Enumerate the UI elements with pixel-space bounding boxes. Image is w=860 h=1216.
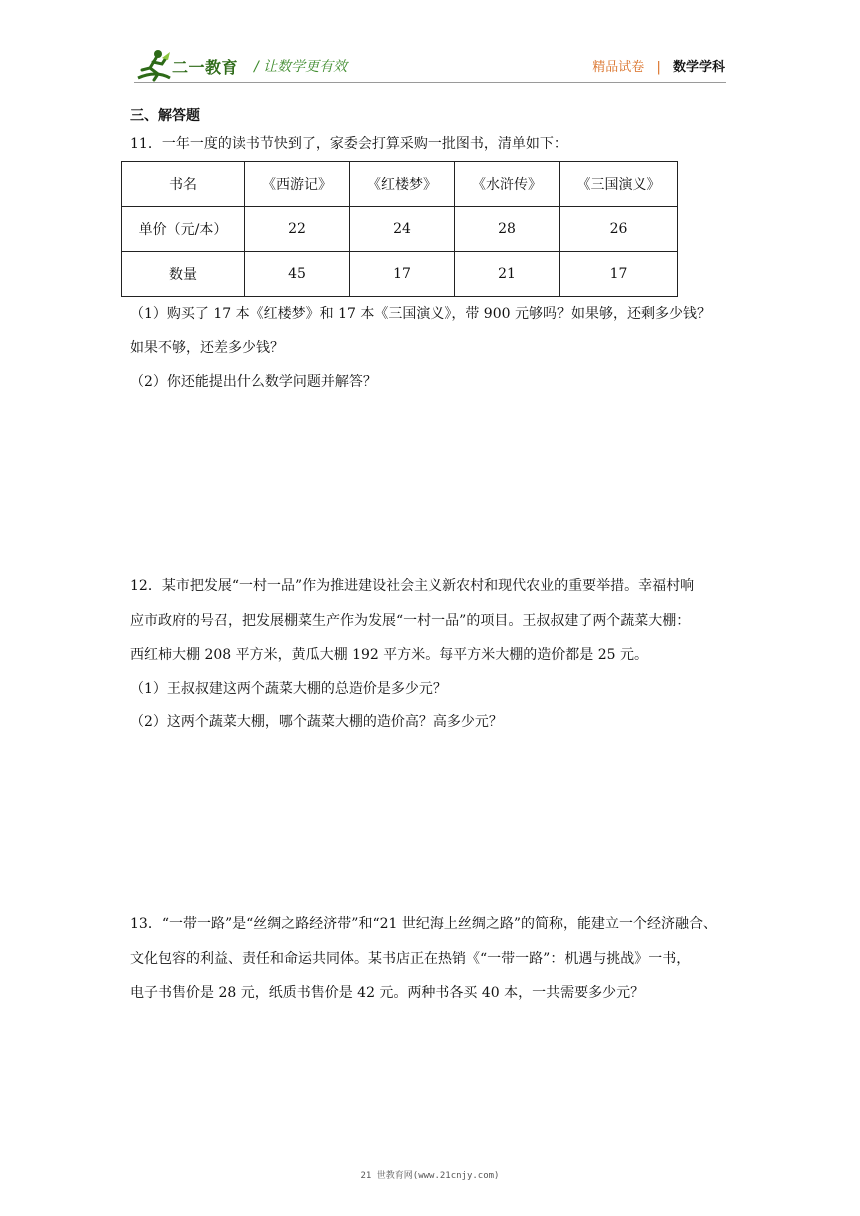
q11-part1-line2: 如果不够，还差多少钱？ [130,340,284,356]
table-cell: 《三国演义》 [560,162,678,207]
table-cell: 24 [350,207,455,252]
table-row [122,207,678,252]
q12-part2: （2）这两个蔬菜大棚，哪个蔬菜大棚的造价高？高多少元？ [130,714,503,730]
q13-line2: 文化包容的利益、责任和命运共同体。某书店正在热销《“一带一路”：机遇与挑战》一书， [130,951,691,967]
table-cell: 22 [245,207,350,252]
book-table [121,161,678,297]
q11-part1-line1: （1）购买了 17 本《红楼梦》和 17 本《三国演义》，带 900 元够吗？如果够，还剩多少钱？ [130,306,711,322]
tag-subject: 数学学科 [672,60,725,75]
table-header-row [122,162,678,207]
tag-separator: | [656,60,661,75]
header-divider [134,82,726,83]
table-cell: 28 [455,207,560,252]
table-row [122,252,678,297]
q11-part2: （2）你还能提出什么数学问题并解答？ [130,374,377,390]
page-footer: 21 世教育网(www.21cnjy.com) [360,1171,500,1181]
table-cell: 《西游记》 [245,162,350,207]
q12-part1: （1）王叔叔建这两个蔬菜大棚的总造价是多少元？ [130,681,447,697]
logo-text: 二一教育 [172,58,239,77]
table-cell: 数量 [122,252,245,297]
header-tags [592,56,725,75]
table-cell: 45 [245,252,350,297]
table-cell: 《水浒传》 [455,162,560,207]
table-cell: 单价（元/本） [122,207,245,252]
table-cell: 17 [350,252,455,297]
section-title: 三、解答题 [130,108,200,124]
table-cell: 《红楼梦》 [350,162,455,207]
slogan: / 让数学更有效 [254,59,348,75]
table-cell: 书名 [122,162,245,207]
q13-line1: 13．“一带一路”是“丝绸之路经济带”和“21 世纪海上丝绸之路”的简称，能建立一个经济融合、 [130,916,718,932]
q13-line3: 电子书售价是 28 元，纸质书售价是 42 元。两种书各买 40 本，一共需要多少元？ [130,985,645,1001]
tag-premium: 精品试卷 [592,60,645,75]
page-header [0,0,860,100]
q12-line2: 应市政府的号召，把发展棚菜生产作为发展“一村一品”的项目。王叔叔建了两个蔬菜大棚： [130,613,691,629]
q12-line3: 西红柿大棚 208 平方米，黄瓜大棚 192 平方米。每平方米大棚的造价都是 25 元。 [130,647,648,663]
q12-line1: 12．某市把发展“一村一品”作为推进建设社会主义新农村和现代农业的重要举措。幸福村响 [130,578,695,594]
q11-stem: 11．一年一度的读书节快到了，家委会打算采购一批图书，清单如下： [130,136,568,152]
table-cell: 21 [455,252,560,297]
table-cell: 17 [560,252,678,297]
table-cell: 26 [560,207,678,252]
